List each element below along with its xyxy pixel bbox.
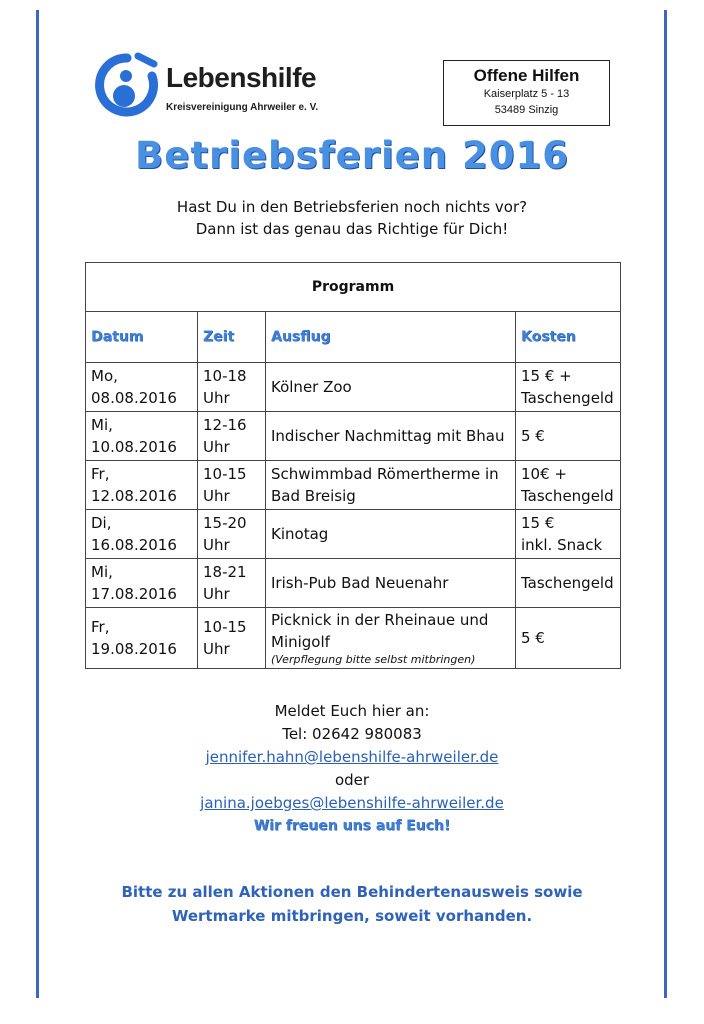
weekday: Mo, <box>91 367 118 385</box>
trip-note: (Verpflegung bitte selbst mitbringen) <box>271 653 476 666</box>
time-unit: Uhr <box>203 389 230 407</box>
intro-text <box>0 196 704 240</box>
date-cell <box>86 461 198 510</box>
time-cell <box>198 412 266 461</box>
email-link-janina[interactable]: janina.joebges@lebenshilfe-ahrweiler.de <box>200 794 504 812</box>
cost: 15 € <box>521 514 555 532</box>
date-cell <box>86 412 198 461</box>
table-header-row <box>86 312 621 363</box>
contact-phone: Tel: 02642 980083 <box>282 725 422 743</box>
date: 16.08.2016 <box>91 536 177 554</box>
trip-name: Schwimmbad Römertherme in <box>271 465 499 483</box>
email-link-jennifer[interactable]: jennifer.hahn@lebenshilfe-ahrweiler.de <box>205 748 499 766</box>
intro-line: Dann ist das genau das Richtige für Dich! <box>195 220 509 238</box>
program-caption: Programm <box>86 263 621 312</box>
logo-name: Lebenshilfe <box>166 62 317 93</box>
address-street: Kaiserplatz 5 - 13 <box>483 88 570 100</box>
column-header-date: Datum <box>86 312 198 363</box>
logo-subtitle: Kreisvereinigung Ahrweiler e. V. <box>166 102 319 113</box>
column-header-trip: Ausflug <box>266 312 516 363</box>
column-header-time: Zeit <box>198 312 266 363</box>
lebenshilfe-logo <box>94 52 344 122</box>
lebenshilfe-logo-icon <box>94 52 160 122</box>
contact-section <box>0 700 704 838</box>
time-unit: Uhr <box>203 536 230 554</box>
cost-cell <box>516 559 621 608</box>
date: 17.08.2016 <box>91 585 177 603</box>
time-cell <box>198 363 266 412</box>
weekday: Fr, <box>91 618 110 636</box>
time-range: 15-20 <box>203 514 247 532</box>
date: 19.08.2016 <box>91 640 177 658</box>
time-cell <box>198 461 266 510</box>
time-unit: Uhr <box>203 640 230 658</box>
date-cell <box>86 608 198 669</box>
contact-heading: Meldet Euch hier an: <box>274 702 430 720</box>
date: 10.08.2016 <box>91 438 177 456</box>
trip-cell <box>266 510 516 559</box>
date: 12.08.2016 <box>91 487 177 505</box>
weekday: Fr, <box>91 465 110 483</box>
time-cell <box>198 559 266 608</box>
program-table <box>85 262 621 669</box>
address-title: Offene Hilfen <box>473 66 580 85</box>
table-row <box>86 510 621 559</box>
time-unit: Uhr <box>203 585 230 603</box>
cost-cell <box>516 412 621 461</box>
trip-name: Indischer Nachmittag mit Bhau <box>271 427 505 445</box>
trip-name-line2: Minigolf <box>271 633 330 651</box>
cost: 10€ + <box>521 465 567 483</box>
trip-cell <box>266 363 516 412</box>
date-cell <box>86 363 198 412</box>
cost: Taschengeld <box>521 574 614 592</box>
trip-name: Picknick in der Rheinaue und <box>271 611 489 629</box>
time-cell <box>198 510 266 559</box>
trip-cell <box>266 461 516 510</box>
trip-name-line2: Bad Breisig <box>271 487 356 505</box>
address-city: 53489 Sinzig <box>494 104 559 116</box>
cost: 15 € + <box>521 367 572 385</box>
time-range: 18-21 <box>203 563 247 581</box>
program-caption-row <box>86 263 621 312</box>
cost-extra: inkl. Snack <box>521 536 603 554</box>
table-row <box>86 608 621 669</box>
trip-cell <box>266 412 516 461</box>
cost-extra: Taschengeld <box>521 389 614 407</box>
date: 08.08.2016 <box>91 389 177 407</box>
cost-cell <box>516 510 621 559</box>
contact-or: oder <box>334 771 370 789</box>
trip-name: Kölner Zoo <box>271 378 352 396</box>
date-cell <box>86 510 198 559</box>
intro-line: Hast Du in den Betriebsferien noch nichts vor? <box>176 198 528 216</box>
address-box <box>443 60 610 126</box>
cost-cell <box>516 608 621 669</box>
weekday: Mi, <box>91 416 113 434</box>
time-range: 12-16 <box>203 416 247 434</box>
time-range: 10-18 <box>203 367 247 385</box>
cost-cell <box>516 363 621 412</box>
time-cell <box>198 608 266 669</box>
date-cell <box>86 559 198 608</box>
cost: 5 € <box>521 427 545 445</box>
trip-cell <box>266 559 516 608</box>
page-title: Betriebsferien 2016 <box>135 134 569 177</box>
weekday: Di, <box>91 514 112 532</box>
time-range: 10-15 <box>203 618 247 636</box>
time-unit: Uhr <box>203 487 230 505</box>
time-range: 10-15 <box>203 465 247 483</box>
trip-cell <box>266 608 516 669</box>
cost: 5 € <box>521 629 545 647</box>
cost-extra: Taschengeld <box>521 487 614 505</box>
footer-notice: Bitte zu allen Aktionen den Behindertenausweis sowie Wertmarke mitbringen, soweit vorhanden. <box>121 883 583 925</box>
table-row <box>86 559 621 608</box>
time-unit: Uhr <box>203 438 230 456</box>
table-row <box>86 363 621 412</box>
trip-name: Irish-Pub Bad Neuenahr <box>271 574 449 592</box>
table-row <box>86 412 621 461</box>
trip-name: Kinotag <box>271 525 329 543</box>
greeting-text: Wir freuen uns auf Euch! <box>253 818 451 834</box>
cost-cell <box>516 461 621 510</box>
table-row <box>86 461 621 510</box>
column-header-cost: Kosten <box>516 312 621 363</box>
weekday: Mi, <box>91 563 113 581</box>
